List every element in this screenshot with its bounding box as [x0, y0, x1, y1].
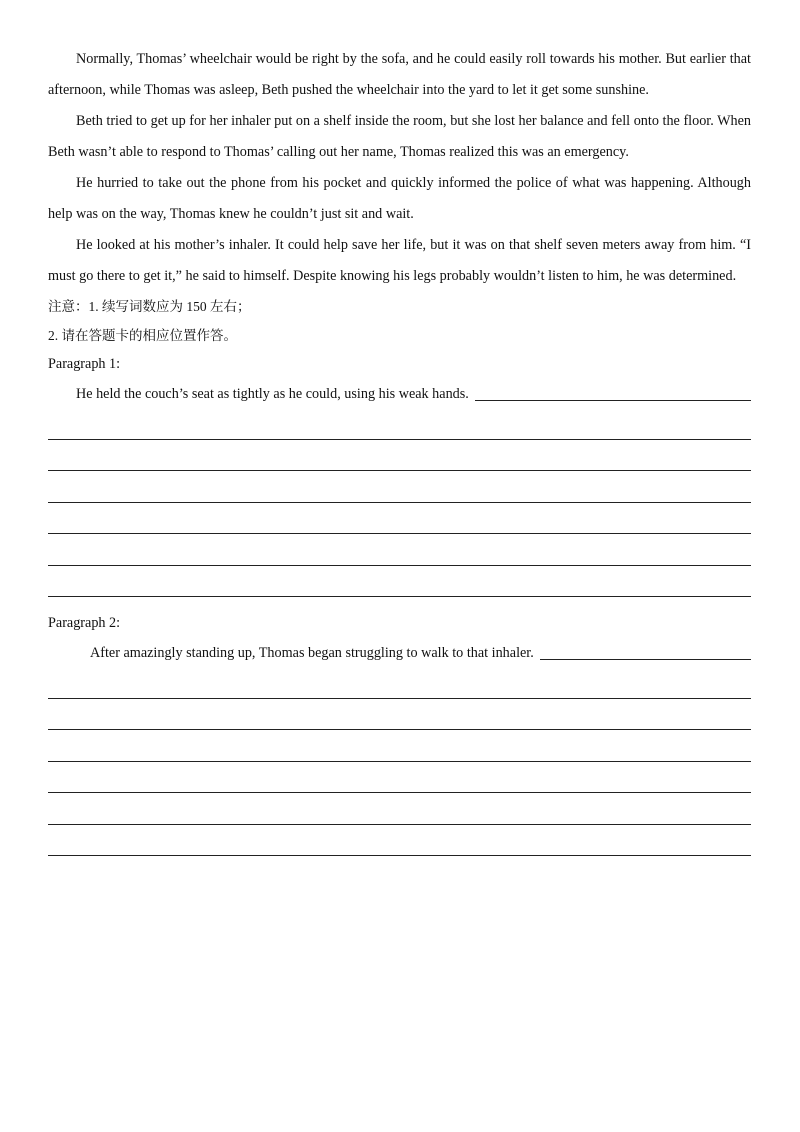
spacer	[48, 597, 751, 609]
writing-line[interactable]	[48, 730, 751, 762]
writing-line[interactable]	[48, 534, 751, 566]
instruction-note-2: 2. 请在答题卡的相应位置作答。	[48, 328, 237, 343]
writing-line[interactable]	[48, 408, 751, 440]
passage-paragraph-3: He hurried to take out the phone from his pocket and quickly informed the police of what was happening. Although help was on the way, Thomas knew he couldn’t just sit and wait.	[48, 175, 751, 222]
writing-line[interactable]	[48, 667, 751, 699]
answer-blank[interactable]	[540, 659, 751, 660]
document-page	[48, 44, 751, 856]
passage-paragraph-1: Normally, Thomas’ wheelchair would be right by the sofa, and he could easily roll towards his mother. But earlier that afternoon, while Thomas was asleep, Beth pushed the wheelchair into the yard to let it get some sunshine.	[48, 51, 751, 98]
paragraph-2-starter-text: After amazingly standing up, Thomas began struggling to walk to that inhaler.	[90, 645, 534, 661]
writing-line[interactable]	[48, 471, 751, 503]
instruction-note-1: 注意：1. 续写词数应为 150 左右；	[48, 299, 251, 314]
passage-paragraph-2: Beth tried to get up for her inhaler put on a shelf inside the room, but she lost her balance and fell onto the floor. When Beth wasn’t able to respond to Thomas’ calling out her name, Thomas realized this was an emergency.	[48, 113, 751, 160]
paragraph-1-starter-line	[48, 380, 751, 408]
writing-line[interactable]	[48, 440, 751, 472]
paragraph-2-label: Paragraph 2:	[48, 615, 121, 631]
writing-line[interactable]	[48, 825, 751, 857]
writing-line[interactable]	[48, 762, 751, 794]
paragraph-1-label: Paragraph 1:	[48, 356, 121, 372]
writing-line[interactable]	[48, 566, 751, 598]
passage-paragraph-4: He looked at his mother’s inhaler. It could help save her life, but it was on that shelf seven meters away from him. “I must go there to get it,” he said to himself. Despite knowing his legs probably wouldn’t listen to him, he was determined.	[48, 237, 751, 284]
writing-line[interactable]	[48, 699, 751, 731]
answer-blank[interactable]	[475, 400, 751, 401]
paragraph-2-starter-line	[48, 639, 751, 667]
writing-line[interactable]	[48, 793, 751, 825]
paragraph-1-starter-text: He held the couch’s seat as tightly as he could, using his weak hands.	[76, 386, 469, 402]
writing-line[interactable]	[48, 503, 751, 535]
